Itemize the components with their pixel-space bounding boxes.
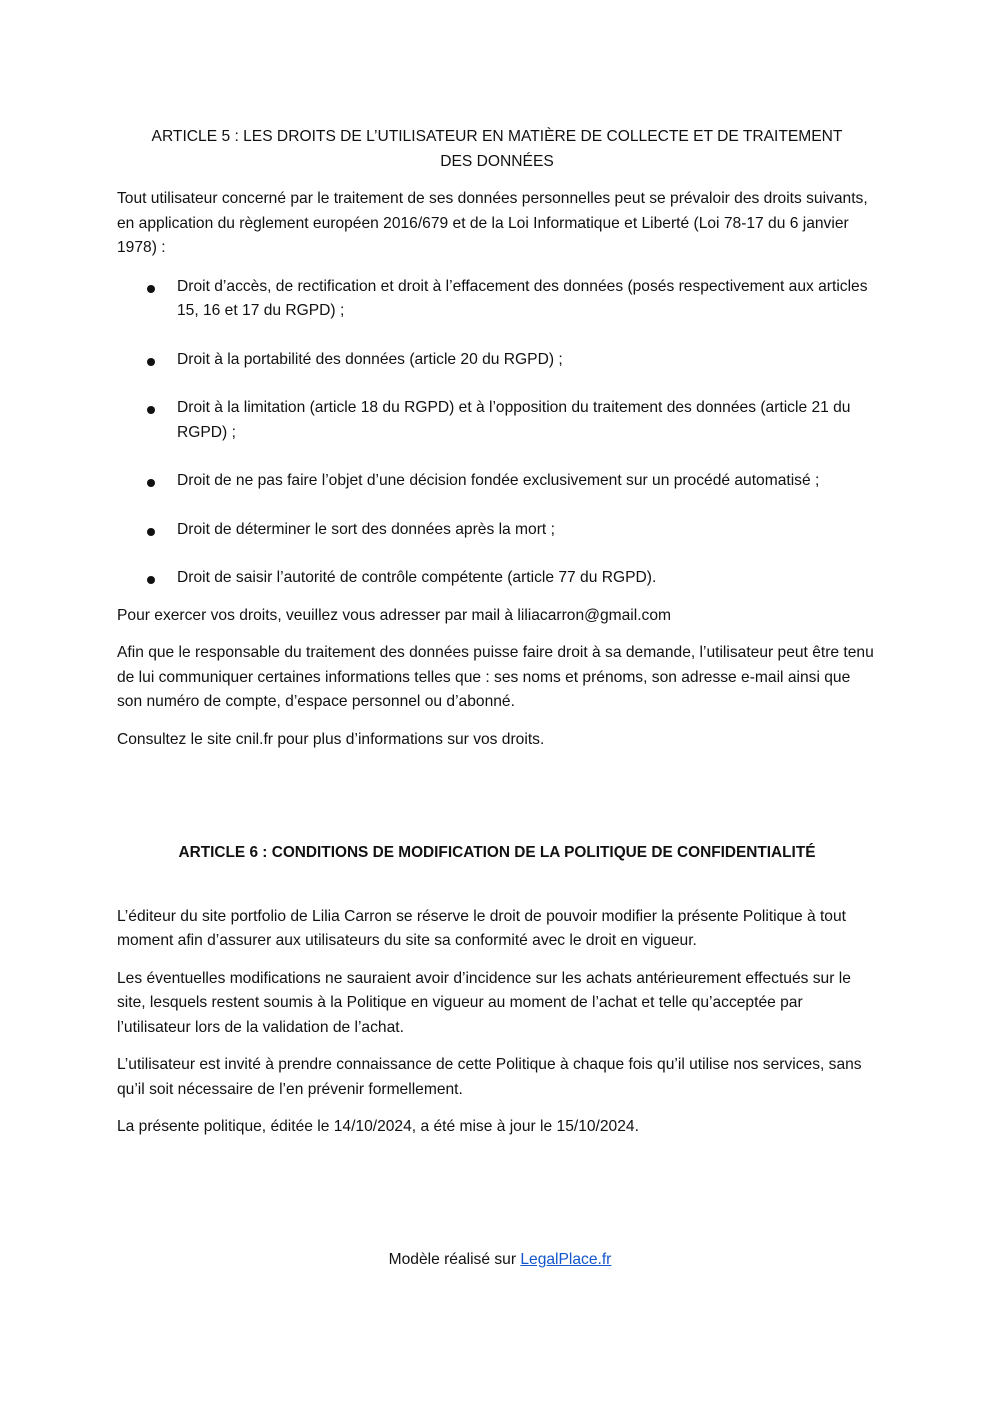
list-item bbox=[117, 469, 877, 494]
bullet-icon bbox=[147, 479, 155, 487]
right-text: Droit de saisir l’autorité de contrôle compétente (article 77 du RGPD). bbox=[177, 569, 657, 586]
section-spacer bbox=[117, 866, 877, 905]
footer-text: Modèle réalisé sur bbox=[388, 1251, 521, 1268]
article-6-paragraph-2: Les éventuelles modifications ne sauraient avoir d’incidence sur les achats antérieurement effectués sur le site, lesquels restent soumis à la Politique en vigueur au moment de l’achat et telle qu’acceptée par l’utilisateur lors de la validation de l’achat. bbox=[117, 969, 851, 1036]
list-item bbox=[117, 566, 877, 591]
bullet-icon bbox=[147, 528, 155, 536]
bullet-icon bbox=[147, 406, 155, 414]
bullet-icon bbox=[147, 358, 155, 366]
footer bbox=[0, 1248, 992, 1272]
article-6-title: ARTICLE 6 : CONDITIONS DE MODIFICATION DE LA POLITIQUE DE CONFIDENTIALITÉ bbox=[178, 844, 816, 861]
exercise-rights-paragraph: Pour exercer vos droits, veuillez vous adresser par mail à liliacarron@gmail.com bbox=[117, 606, 672, 624]
article-6-paragraph-3: L’utilisateur est invité à prendre connaissance de cette Politique à chaque fois qu’il utilise nos services, sans qu’il soit nécessaire de l’en prévenir formellement. bbox=[117, 1056, 862, 1098]
information-paragraph: Afin que le responsable du traitement des données puisse faire droit à sa demande, l’utilisateur peut être tenu de lui communiquer certaines informations telles que : ses noms et prénoms, son adresse e-mail ainsi que son numéro de compte, d’espace personnel ou d’abonné. bbox=[117, 644, 874, 710]
list-item bbox=[117, 518, 877, 543]
right-text: Droit de déterminer le sort des données après la mort ; bbox=[177, 520, 555, 538]
legalplace-link[interactable]: LegalPlace.fr bbox=[520, 1251, 612, 1268]
article-6-paragraph-1: L’éditeur du site portfolio de Lilia Carron se réserve le droit de pouvoir modifier la présente Politique à tout moment afin d’assurer aux utilisateurs du site sa conformité avec le droit en vigueur. bbox=[117, 907, 846, 949]
document-body bbox=[117, 125, 877, 1153]
cnil-paragraph: Consultez le site cnil.fr pour plus d’informations sur vos droits. bbox=[117, 730, 545, 748]
bullet-icon bbox=[147, 576, 155, 584]
article-5-title: ARTICLE 5 : LES DROITS DE L’UTILISATEUR EN MATIÈRE DE COLLECTE ET DE TRAITEMENT DES DONNÉES bbox=[151, 128, 843, 170]
right-text: Droit de ne pas faire l’objet d’une décision fondée exclusivement sur un procédé automatisé ; bbox=[177, 472, 820, 489]
right-text: Droit à la limitation (article 18 du RGPD) et à l’opposition du traitement des données (article 21 du RGPD) ; bbox=[177, 399, 851, 441]
list-item bbox=[117, 275, 877, 324]
article-6-paragraph-4: La présente politique, éditée le 14/10/2024, a été mise à jour le 15/10/2024. bbox=[117, 1118, 639, 1135]
list-item bbox=[117, 396, 877, 445]
article-5-intro: Tout utilisateur concerné par le traitement de ses données personnelles peut se prévaloir des droits suivants, en application du règlement européen 2016/679 et de la Loi Informatique et Liberté (Loi 78-17 du 6 janvier 1978) : bbox=[117, 190, 868, 256]
bullet-icon bbox=[147, 285, 155, 293]
list-item bbox=[117, 348, 877, 373]
rights-list bbox=[117, 275, 877, 591]
right-text: Droit d’accès, de rectification et droit à l’effacement des données (posés respectivement aux articles 15, 16 et 17 du RGPD) ; bbox=[177, 277, 868, 319]
section-spacer bbox=[117, 765, 877, 841]
right-text: Droit à la portabilité des données (article 20 du RGPD) ; bbox=[177, 350, 563, 368]
